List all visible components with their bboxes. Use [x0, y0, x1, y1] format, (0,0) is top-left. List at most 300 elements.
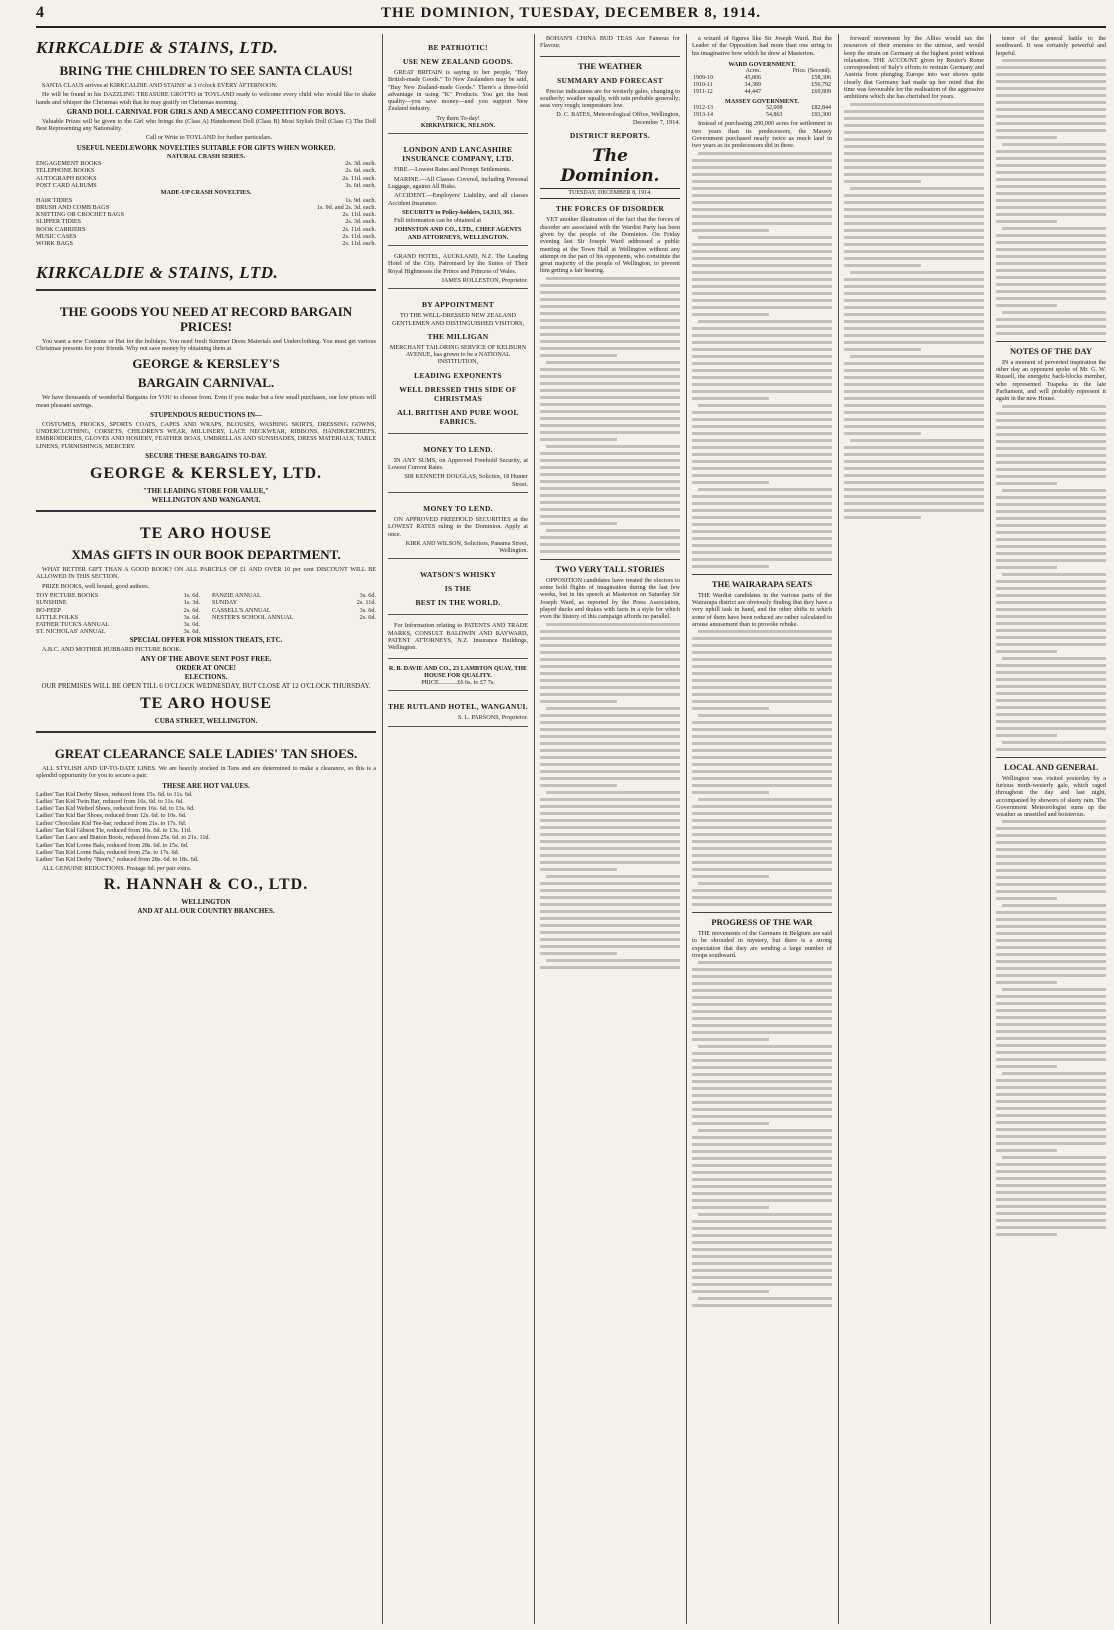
text-line [996, 932, 1106, 935]
text-line [996, 255, 1106, 258]
insurance-title: LONDON AND LANCASHIRE INSURANCE COMPANY, LTD. [402, 145, 514, 164]
text-line [996, 517, 1106, 520]
text-line [996, 650, 1057, 653]
text-line [540, 452, 680, 455]
text-line [692, 693, 832, 696]
text-line [1002, 657, 1106, 660]
bohan-advertisement: BOHAN'S CHINA BUD TEAS Are Famous for Flavour. [540, 35, 680, 50]
text-line [692, 1115, 832, 1118]
text-line [996, 447, 1106, 450]
weather-heading: THE WEATHER [540, 56, 680, 71]
list-item: NESTER'S SCHOOL ANNUAL 2s. 6d. [212, 613, 376, 621]
text-line [996, 869, 1106, 872]
text-line [540, 700, 617, 703]
notes-body: IN a moment of perverted inspiration the other day an opponent spoke of Mr. G. W. Russell, the energetic back-blocks member, who represented Tuapeka in the late Parliament, and will probably represent it again in the new House. [996, 358, 1106, 403]
store-name: GEORGE & KERSLEY'S [132, 356, 280, 372]
text-line [692, 784, 832, 787]
text-line [996, 1205, 1106, 1208]
text-line [692, 1066, 832, 1069]
text-line [540, 693, 680, 696]
text-line [692, 1080, 832, 1083]
text-line [1002, 988, 1106, 991]
text-line [692, 187, 832, 190]
local-body: Wellington was visited yesterday by a furious north-westerly gale, which raged throughout the day and last night, accompanied by showers of sleety rain. The Government Meteorologist sums up the weather as unsettled and boisterous. [996, 774, 1106, 819]
text-line [1002, 405, 1106, 408]
bargain-intro: You want a new Costume or Hat for the holidays. You need fresh Summer Dress Materials and Underclothing. You must get various Christmas presents for your friends. Why not save money by obtaining them at [36, 337, 376, 352]
text-line [540, 403, 680, 406]
text-line [546, 959, 680, 962]
text-line [996, 594, 1106, 597]
text-line [692, 1269, 832, 1272]
george-kersley-advertisement [36, 297, 376, 512]
text-line [692, 446, 832, 449]
text-line [692, 390, 832, 393]
hot-values: THESE ARE HOT VALUES. [162, 781, 250, 790]
text-line [996, 248, 1106, 251]
text-line [692, 735, 832, 738]
text-line [692, 334, 832, 337]
watson-is: IS THE [444, 584, 472, 594]
text-line [996, 157, 1106, 160]
text-line [844, 152, 984, 155]
text-line [540, 340, 680, 343]
appointment-to: TO THE WELL-DRESSED NEW ZEALAND GENTLEMEN AND DISTINGUISHED VISITORS, [391, 312, 525, 327]
insurance-info: Full information can be obtained at [394, 217, 482, 225]
store-location: WELLINGTON AND WANGANUI. [151, 496, 261, 505]
money-body: IN ANY SUMS, on Approved Freehold Security, at Lowest Current Rates. [388, 456, 528, 472]
list-item: SUNSHINE 1s. 3d. [36, 599, 200, 607]
text-line [540, 798, 680, 801]
order-now: ORDER AT ONCE! [175, 663, 237, 672]
text-line [692, 833, 832, 836]
text-line [996, 482, 1057, 485]
text-line [996, 531, 1106, 534]
text-line [996, 995, 1106, 998]
page-number: 4 [36, 4, 44, 21]
text-line [540, 536, 680, 539]
text-line [844, 369, 984, 372]
santa-intro: SANTA CLAUS arrives at KIRKCALDIE AND STAINS' at 3 o'clock EVERY AFTERNOON. [42, 82, 278, 89]
text-line [996, 66, 1106, 69]
text-line [692, 975, 832, 978]
text-line [540, 819, 680, 822]
text-line [698, 961, 832, 964]
text-line [996, 883, 1106, 886]
column-2 [388, 34, 528, 1624]
list-item: POST CARD ALBUMS 3s. 6d. each. [36, 181, 376, 189]
wairarapa-body: THE Wardist candidates in the various parts of the Wairarapa district are obviously finding that they have a very uphill task in hand, and the other shifts to which some of them have been reduced are rather calculated to arouse amusement than to provoke rebuke. [692, 591, 832, 628]
text-line [540, 651, 680, 654]
list-item: Ladies' Tan Kid Welted Shoes, reduced from 16s. 6d. to 13s. 6d. [36, 805, 195, 813]
land-intro: a wizard of figures like Sir Joseph Ward. But the Leader of the Opposition had more than one string to his imaginative bow which he drew at Masterton. [692, 35, 832, 57]
text-line [692, 397, 769, 400]
k-products-body: GREAT BRITAIN is saying to her people, "Buy British-made Goods." To New Zealanders may be said, "Buy New Zealand-made Goods." There's a three-fold advantage in using "K" Products. You get the best quality—you save money—and you support New Zealand industry. [388, 69, 528, 113]
text-line [692, 700, 832, 703]
money-body: ON APPROVED FREEHOLD SECURITIES at the LOWEST RATES ruling in the Dominion. Apply at once. [388, 515, 528, 538]
text-line [692, 742, 832, 745]
text-line [540, 284, 680, 287]
text-line [692, 1276, 832, 1279]
weather-signature: D. C. BATES, Meteorological Office, Wellington, December 7, 1914. [556, 111, 680, 126]
text-line [996, 911, 1106, 914]
text-line [698, 236, 832, 239]
text-line [844, 159, 984, 162]
text-line [996, 496, 1106, 499]
text-line [692, 1122, 769, 1125]
davie-advertisement [388, 661, 528, 692]
text-line [692, 1094, 832, 1097]
text-line [1002, 227, 1106, 230]
text-line [996, 953, 1106, 956]
text-line [692, 896, 832, 899]
list-item: HAIR TIDIES 1s. 9d. each. [36, 196, 376, 204]
text-line [692, 467, 832, 470]
elections-notice: ELECTIONS. [184, 672, 228, 681]
wairarapa-heading: THE WAIRARAPA SEATS [692, 574, 832, 589]
text-line [996, 1016, 1106, 1019]
list-item: SUNDAY 2s. 11d. [212, 599, 376, 607]
text-line [844, 446, 984, 449]
text-line [996, 297, 1106, 300]
text-line [692, 805, 832, 808]
text-line [692, 1206, 769, 1209]
rutland-signature: S. L. PARSONS, Proprietor. [457, 714, 528, 722]
list-item: ST. NICHOLAS' ANNUAL 3s. 6d. [36, 628, 200, 636]
text-line [698, 320, 832, 323]
text-line [540, 756, 680, 759]
text-line [996, 615, 1106, 618]
text-line [996, 1135, 1106, 1138]
text-line [844, 383, 984, 386]
text-line [692, 1290, 769, 1293]
text-line [996, 234, 1106, 237]
text-line [844, 201, 984, 204]
text-line [692, 728, 832, 731]
table-row: 1913-14 54,863 £93,300 [693, 112, 831, 119]
text-line [692, 1136, 832, 1139]
column-3 [540, 34, 680, 1624]
text-line [996, 678, 1106, 681]
text-line [844, 292, 984, 295]
massey-table-title: MASSEY GOVERNMENT. [725, 98, 799, 106]
list-item: Ladies' Tan Kid Twin Bar, reduced from 16s. 6d. to 11s. 6d. [36, 797, 184, 805]
column-divider [838, 34, 839, 1624]
text-line [692, 292, 832, 295]
text-line [844, 131, 984, 134]
local-heading: LOCAL AND GENERAL [996, 757, 1106, 772]
text-line [692, 868, 832, 871]
text-line [996, 1149, 1057, 1152]
text-line [692, 875, 769, 878]
text-line [844, 208, 984, 211]
bargain-body: We have thousands of wonderful Bargains for YOU to choose from. Even if you make but a few small purchases, our low prices will mean pleasant savings. [36, 394, 376, 409]
closing-hours: OUR PREMISES WILL BE OPEN TILL 6 O'CLOCK WEDNESDAY, BUT CLOSE AT 12 O'CLOCK THURSDAY. [41, 681, 371, 690]
text-line [996, 664, 1106, 667]
text-line [1002, 489, 1106, 492]
text-line [692, 982, 832, 985]
list-item: Ladies' Tan Kid Bar Shoes, reduced from 12s. 6d. to 10s. 6d. [36, 812, 187, 820]
text-line [692, 411, 832, 414]
list-item: BO-PEEP 2s. 6d. [36, 606, 200, 614]
text-line [692, 770, 832, 773]
text-line [692, 672, 832, 675]
book-list-right [212, 592, 376, 636]
text-line [540, 305, 680, 308]
column-divider [686, 34, 687, 1624]
text-line [692, 180, 832, 183]
special-offer: SPECIAL OFFER FOR MISSION TREATS, ETC. [129, 635, 283, 644]
text-line [996, 1037, 1106, 1040]
text-line [540, 672, 680, 675]
text-line [996, 101, 1106, 104]
column-divider [990, 34, 991, 1624]
milligan-desc: MERCHANT TAILORING SERVICE OF KELBURN AVENUE, has grown to be a NATIONAL INSTITUTION, [389, 343, 527, 366]
dominion-date: TUESDAY, DECEMBER 8, 1914. [540, 188, 680, 199]
text-line [540, 903, 680, 906]
text-line [844, 341, 984, 344]
text-line [546, 623, 680, 626]
text-line [996, 1233, 1057, 1236]
text-line [540, 347, 680, 350]
text-line [996, 164, 1106, 167]
patents-advertisement [388, 617, 528, 658]
text-line [996, 734, 1057, 737]
column-divider [534, 34, 535, 1624]
text-line [692, 763, 832, 766]
text-line [996, 80, 1106, 83]
text-line [692, 481, 769, 484]
text-line [996, 629, 1106, 632]
text-line [996, 192, 1106, 195]
text-line [996, 1044, 1106, 1047]
secure-bargains: SECURE THESE BARGAINS TO-DAY. [145, 452, 267, 461]
text-line [1002, 820, 1106, 823]
list-item: FATHER TUCK'S ANNUAL 3s. 6d. [36, 621, 200, 629]
text-line [692, 665, 832, 668]
text-line [996, 622, 1106, 625]
hotel-body: GRAND HOTEL, AUCKLAND, N.Z. The Leading Hotel of the City. Patronised by the Suites of Their Royal Highnesses the Prince and Princess of Wales. [388, 253, 528, 275]
text-line [1002, 573, 1106, 576]
text-line [844, 138, 984, 141]
text-line [844, 432, 921, 435]
text-line [996, 946, 1106, 949]
text-line [692, 1241, 832, 1244]
text-line [692, 509, 832, 512]
masthead [36, 4, 1106, 28]
text-line [540, 833, 680, 836]
text-line [1002, 1156, 1106, 1159]
text-line [540, 854, 680, 857]
text-line [996, 862, 1106, 865]
article-text [996, 405, 1106, 751]
text-line [844, 362, 984, 365]
text-line [1002, 741, 1106, 744]
column-5 [844, 34, 984, 1624]
text-line [540, 487, 680, 490]
text-line [692, 1283, 832, 1286]
text-line [996, 559, 1106, 562]
two-tales-body: OPPOSITION candidates have treated the electors to some bold flights of imagination during the last few weeks, but in his speech at Masterton on Saturday Sir Joseph Ward, as reported by the Press Association, played ducks and drakes with facts in a style for which even the history of this campaign affords no parallel. [540, 576, 680, 621]
text-line [844, 285, 984, 288]
text-line [540, 312, 680, 315]
text-line [996, 876, 1106, 879]
list-item: SLIPPER TIDIES 2s. 3d. each. [36, 218, 376, 226]
text-line [850, 439, 984, 442]
text-line [692, 166, 832, 169]
text-line [996, 699, 1106, 702]
article-text [540, 623, 680, 969]
money-heading: MONEY TO LEND. [423, 503, 493, 513]
text-line [996, 1086, 1106, 1089]
list-item: CASSELL'S ANNUAL 3s. 6d. [212, 606, 376, 614]
text-line [540, 630, 680, 633]
insurance-accident: ACCIDENT.—Employers' Liability, and all classes Accident Insurance. [388, 192, 528, 207]
text-line [996, 1058, 1106, 1061]
insurance-advertisement [388, 136, 528, 246]
text-line [692, 516, 832, 519]
text-line [698, 630, 832, 633]
text-line [996, 241, 1106, 244]
text-line [996, 283, 1106, 286]
text-line [540, 417, 680, 420]
text-line [692, 222, 832, 225]
text-line [692, 327, 832, 330]
milligan-name: THE MILLIGAN [427, 331, 489, 341]
text-line [996, 206, 1106, 209]
list-item: AUTOGRAPH BOOKS 2s. 11d. each. [36, 174, 376, 182]
text-line [692, 341, 832, 344]
text-line [698, 1129, 832, 1132]
article-text [540, 277, 680, 553]
text-line [540, 945, 680, 948]
text-line [996, 1163, 1106, 1166]
dominion-title: The Dominion. [560, 146, 660, 187]
text-line [692, 756, 832, 759]
text-line [692, 313, 769, 316]
text-line [850, 103, 984, 106]
text-line [844, 418, 984, 421]
table-row: 1909-10 45,806 £58,306 [693, 75, 831, 82]
text-line [540, 861, 680, 864]
massey-land-table [692, 105, 832, 119]
table-row: 1911-12 44,447 £69,809 [693, 89, 831, 96]
kirkcaldie-logo: KIRKCALDIE & STAINS, LTD. [36, 38, 279, 57]
text-line [692, 1101, 832, 1104]
text-line [692, 791, 769, 794]
text-line [692, 257, 832, 260]
text-line [1002, 143, 1106, 146]
text-line [540, 543, 680, 546]
insurance-fire: FIRE.—Lowest Rates and Prompt Settlements. [394, 166, 511, 174]
wool-fabrics: ALL BRITISH AND PURE WOOL FABRICS. [397, 407, 519, 426]
grotto-text: He will be found in his DAZZLING TREASURE GROTTO in TOYLAND ready to welcome every child who would like to shake hands and whisper the Christmas wish that he may gratify on Christmas morning. [36, 91, 376, 106]
text-line [692, 847, 832, 850]
list-item: Ladies' Tan Kid Gibson Tie, reduced from 16s. 6d. to 13s. 11d. [36, 827, 192, 835]
list-item: LITTLE FOLKS 3s. 6d. [36, 613, 200, 621]
prize-books: PRIZE BOOKS, well bound, good authors. [42, 582, 150, 590]
text-line [692, 1227, 832, 1230]
text-line [844, 194, 984, 197]
text-line [844, 257, 984, 260]
text-line [844, 110, 984, 113]
list-item: Ladies' Tan Kid Lorne Bals, reduced from 28s. 6d. to 15s. 6d. [36, 841, 189, 849]
district-reports: DISTRICT REPORTS. [569, 131, 651, 141]
article-text [844, 103, 984, 519]
rutland-hotel: THE RUTLAND HOTEL, WANGANUI. [388, 702, 528, 712]
advertisement-column [36, 34, 376, 1624]
text-line [692, 159, 832, 162]
text-line [996, 129, 1106, 132]
text-line [540, 840, 680, 843]
text-line [996, 94, 1106, 97]
text-line [844, 376, 984, 379]
text-line [692, 1304, 832, 1307]
text-line [1002, 311, 1106, 314]
text-line [844, 411, 984, 414]
text-line [996, 269, 1106, 272]
text-line [540, 714, 680, 717]
text-line [540, 742, 680, 745]
text-line [692, 686, 832, 689]
text-line [996, 1093, 1106, 1096]
text-line [546, 791, 680, 794]
text-line [698, 1213, 832, 1216]
novelties-title: MADE-UP CRASH NOVELTIES. [160, 189, 252, 197]
text-line [1002, 1072, 1106, 1075]
hannah-advertisement [36, 739, 376, 921]
text-line [698, 404, 832, 407]
milligan-advertisement [388, 291, 528, 433]
text-line [996, 834, 1106, 837]
article-text [692, 152, 832, 568]
text-line [692, 889, 832, 892]
text-line [844, 509, 984, 512]
weather-forecast: Precise indications are for westerly gales, changing to southerly; weather squally, with rain probable generally; seas very rough; temperature low. [540, 87, 680, 110]
text-line [540, 550, 680, 553]
column-6 [996, 34, 1106, 1624]
novelties-list [36, 197, 376, 248]
text-line [692, 523, 832, 526]
text-line [996, 960, 1106, 963]
text-line [1002, 904, 1106, 907]
text-line [540, 882, 680, 885]
text-line [546, 445, 680, 448]
johnston-agents: JOHNSTON AND CO., LTD., CHIEF AGENTS AND ATTORNEYS, WELLINGTON. [394, 226, 522, 241]
list-item: Ladies' Tan Lace and Button Boots, reduced from 25s. 6d. to 21s. 11d. [36, 834, 211, 842]
text-line [540, 396, 680, 399]
text-line [996, 290, 1106, 293]
list-item: TELEPHONE BOOKS 2s. 6d. each. [36, 167, 376, 175]
text-line [996, 213, 1106, 216]
crash-series-list [36, 160, 376, 189]
text-line [692, 1038, 769, 1041]
text-line [540, 389, 680, 392]
notes-heading: NOTES OF THE DAY [996, 341, 1106, 356]
text-line [540, 480, 680, 483]
text-line [692, 1220, 832, 1223]
text-line [1002, 59, 1106, 62]
text-line [692, 355, 832, 358]
text-line [692, 1010, 832, 1013]
text-line [692, 1255, 832, 1258]
text-line [692, 749, 832, 752]
ward-land-table [692, 68, 832, 96]
text-line [540, 291, 680, 294]
text-line [692, 1164, 832, 1167]
text-line [692, 903, 832, 906]
list-item: Ladies' Tan Kid Derby "Bent's," reduced from 28s. 6d. to 18s. 6d. [36, 856, 199, 864]
text-line [540, 847, 680, 850]
